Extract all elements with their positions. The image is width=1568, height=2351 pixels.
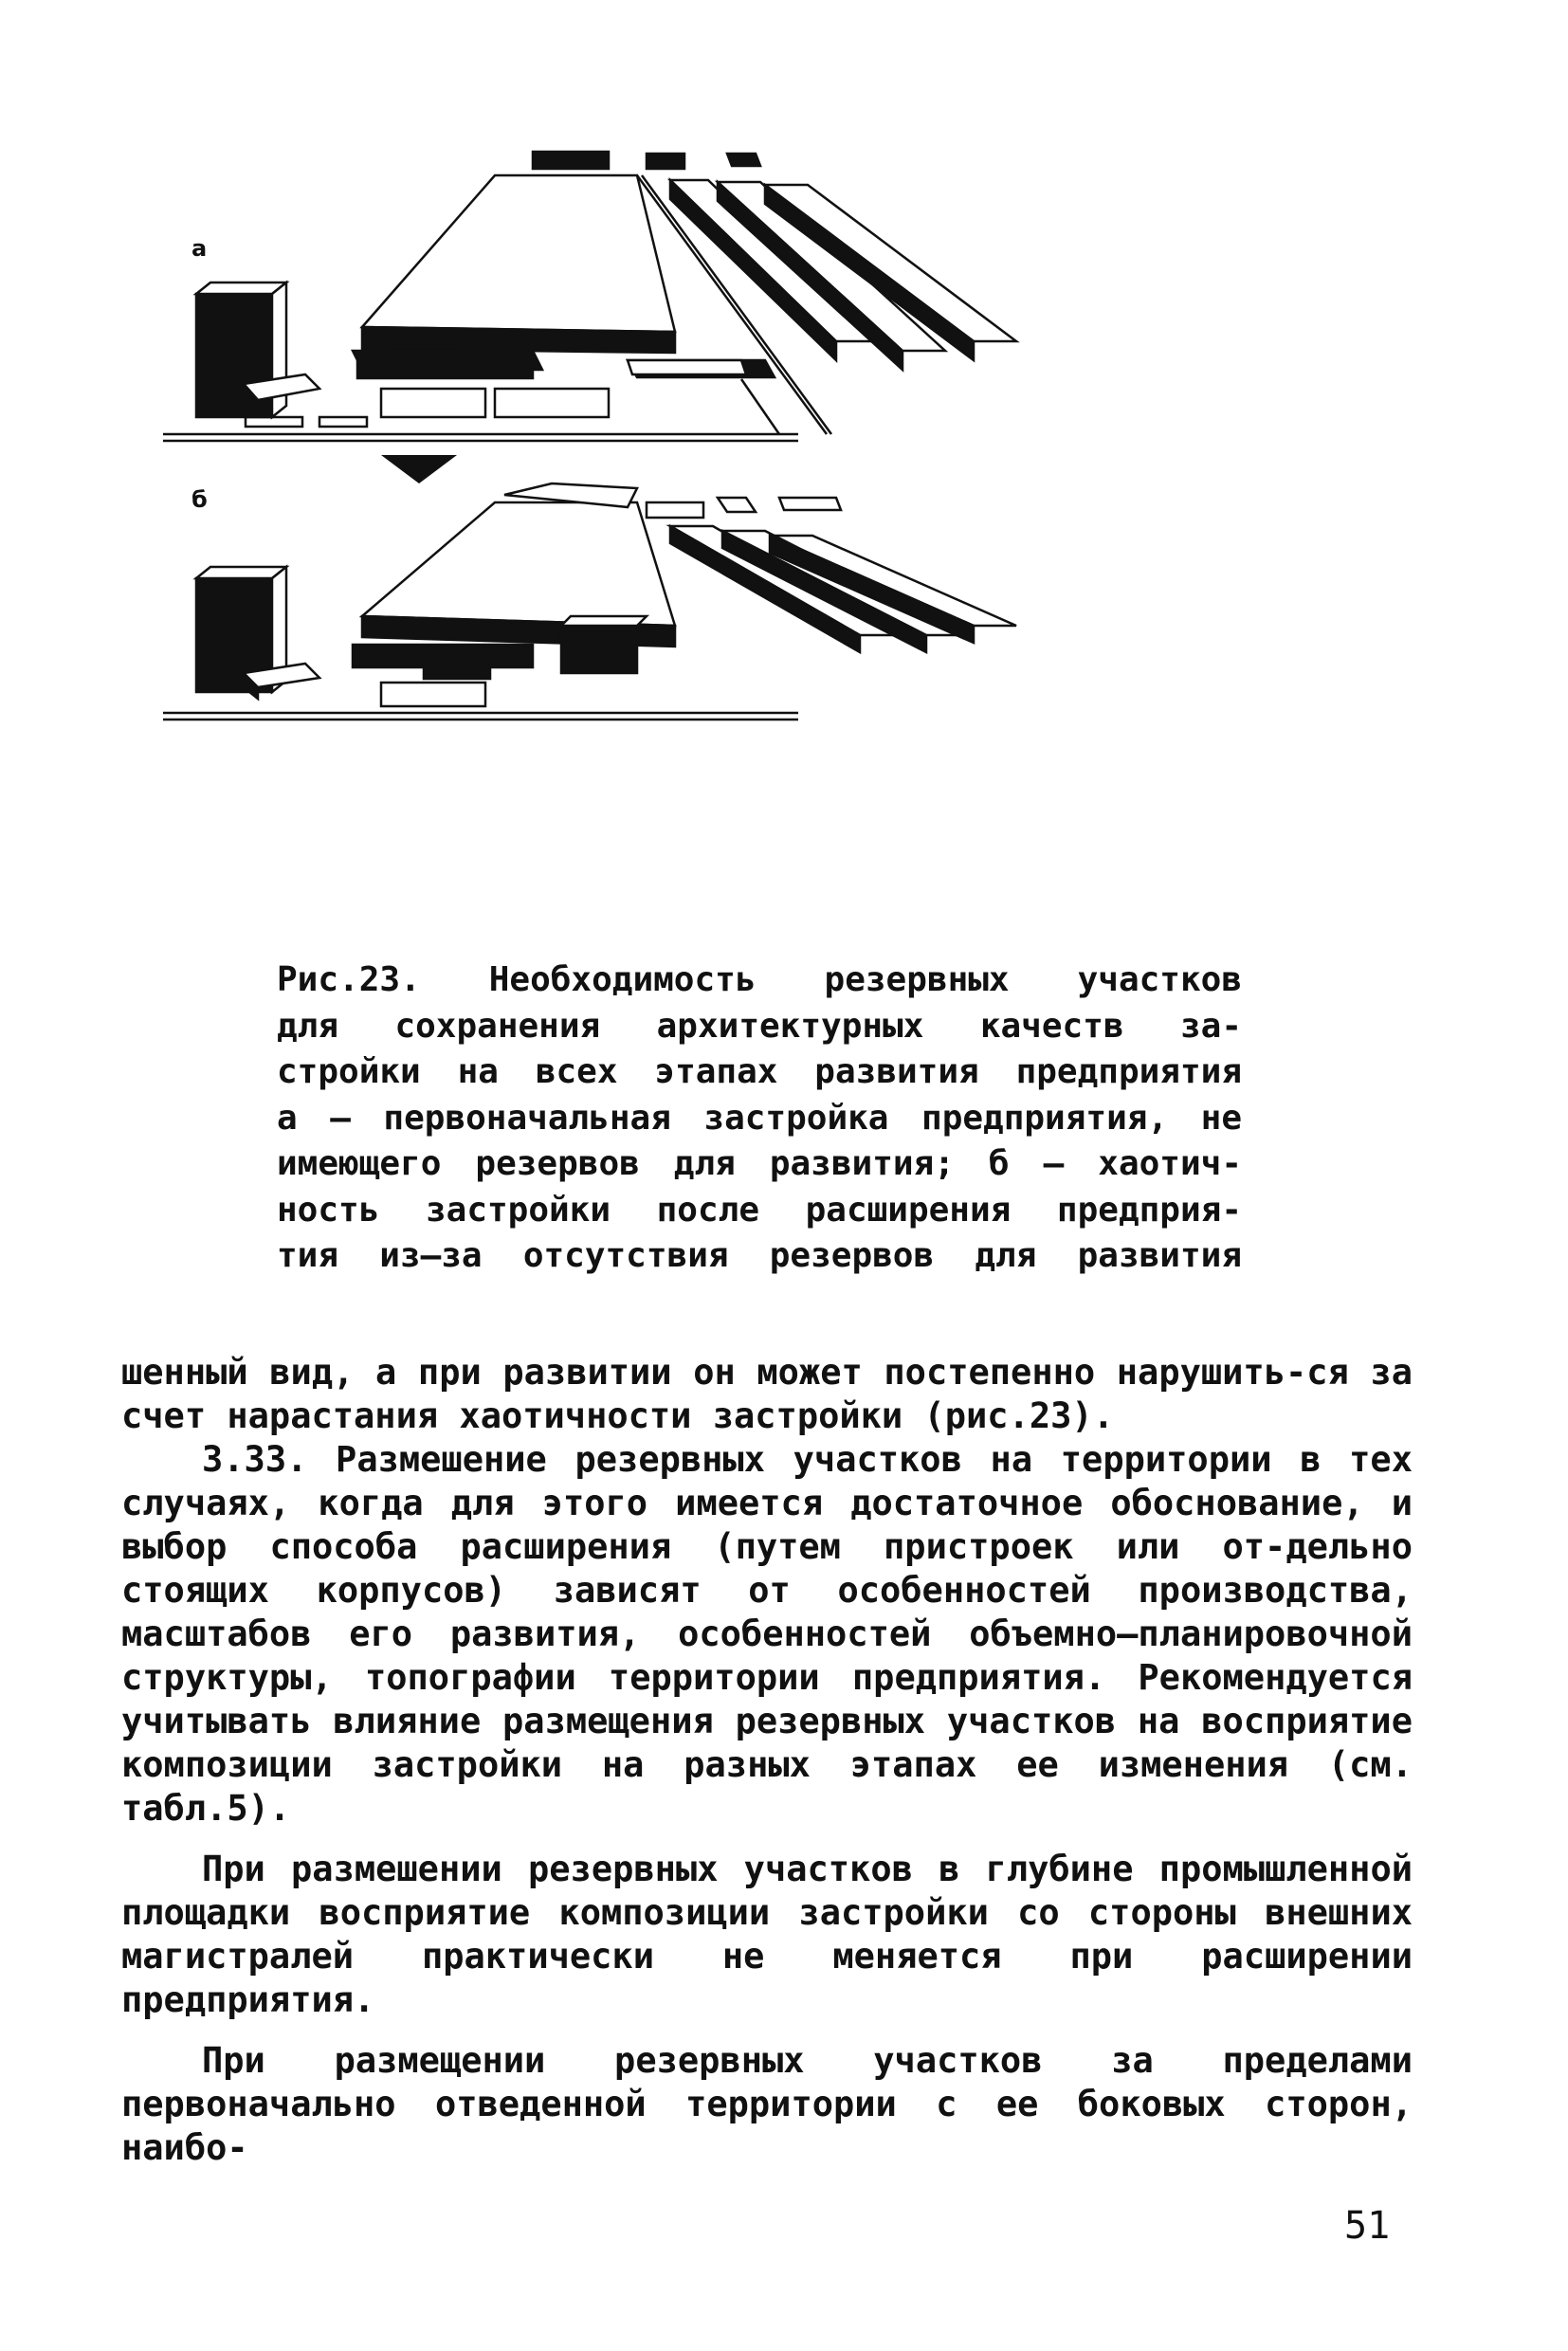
paragraph-reserve-sides: При размещении резервных участков за пределами первоначально отведенной территории с ее боковых сторон, наибо- [121, 2040, 1413, 2168]
page-number: 51 [1344, 2204, 1391, 2248]
caption-line: стройки на всех этапах развития предприятия [277, 1052, 1242, 1091]
drawing-b-new-block [561, 626, 637, 673]
drawing-a-block-2 [647, 154, 684, 169]
transition-arrow [381, 455, 457, 483]
caption-line: ность застройки после расширения предприя- [277, 1190, 1242, 1230]
paragraph-continuation: шенный вид, а при развитии он может постепенно нарушить-ся за счет нарастания хаотичности застройки (рис.23). [121, 1352, 1413, 1436]
caption-line: имеющего резервов для развития; б – хаотич- [277, 1144, 1242, 1183]
drawing-b-bar-3-side [770, 536, 974, 643]
paragraph-reserve-depth: При размешении резервных участков в глубине промышленной площадки восприятие композиции застройки со стороны внешних магистралей практически не меняется при расширении предприятия. [121, 1849, 1413, 2020]
drawing-b-block-2 [647, 502, 703, 518]
drawing-b-block-4 [779, 498, 841, 510]
drawing-a-block-3 [727, 154, 760, 166]
figure-label-b: б [191, 486, 208, 513]
drawing-a-right-slab-top [628, 360, 746, 374]
caption-line: для сохранения архитектурных качеств за- [277, 1006, 1242, 1046]
figure-drawing [191, 133, 1291, 948]
caption-line: а – первоначальная застройка предприятия, не [277, 1098, 1242, 1138]
figure-caption [277, 957, 1242, 1280]
drawing-b-new-block-top [561, 616, 647, 626]
figure-label-a: а [191, 235, 208, 262]
paragraph-section-3-33: 3.33. Размешение резервных участков на территории в тех случаях, когда для этого имеется достаточное обоснование, и выбор способа расширения (путем пристроек или от-дельно стоящих корпусов) зависят от особенностей производства, масштабов его развития, особенностей объемно–планировочной структуры, топографии территории предприятия. Рекомендуется учитывать влияние размещения резервных участков на восприятие композиции застройки на разных этапах ее изменения (см. табл.5). [121, 1439, 1413, 1829]
drawing-b-plot-1 [381, 683, 485, 706]
drawing-a-road-3 [741, 379, 779, 434]
drawing-a-center-slab [357, 355, 533, 378]
drawing-a-platform-front [362, 327, 675, 353]
body-text [121, 1351, 1413, 2170]
caption-line: тия из–за отсутствия резервов для развития [277, 1236, 1242, 1275]
drawing-b-main-platform [362, 502, 675, 626]
drawing-b-block-3 [718, 498, 756, 512]
drawing-a-plot-2 [319, 417, 367, 427]
drawing-a-plot-3 [381, 389, 485, 417]
drawing-a-plot-4 [495, 389, 609, 417]
figure-23-illustration [191, 133, 1291, 948]
caption-line: Рис.23. Необходимость резервных участков [277, 960, 1242, 999]
drawing-a-block-1 [533, 152, 609, 169]
drawing-a-main-platform [362, 175, 675, 332]
drawing-a-plot-1 [246, 417, 302, 427]
drawing-b-low-block [424, 662, 490, 679]
